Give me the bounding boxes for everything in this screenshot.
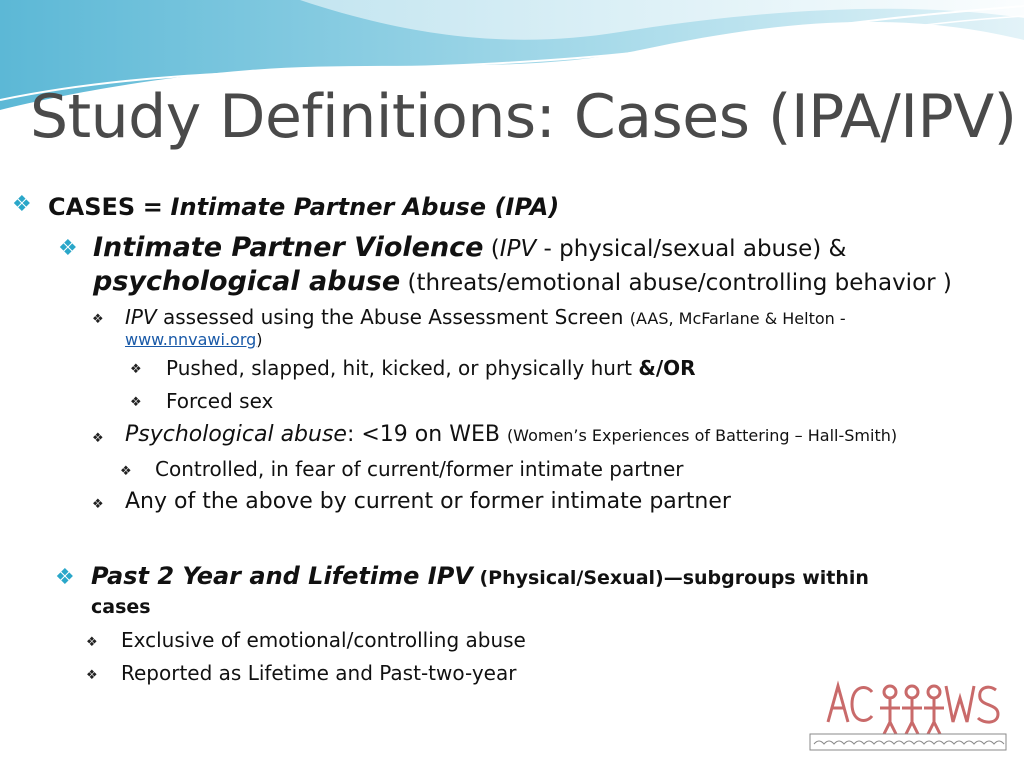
past-line-1 — [91, 562, 869, 590]
web-term: Psychological abuse — [125, 422, 347, 447]
any-line — [125, 489, 731, 514]
aas-item-1 — [166, 356, 696, 380]
small-diamond-cluster-icon: ❖ — [92, 431, 104, 446]
aas-abbr: IPV — [125, 305, 157, 329]
aas-link-line — [125, 330, 263, 349]
past-item-1-text: Exclusive of emotional/controlling abuse — [121, 628, 526, 652]
aas-text: assessed using the Abuse Assessment Screen — [156, 305, 630, 329]
aas-source: (AAS, McFarlane & Helton - — [629, 309, 846, 328]
aas-item-1-bold: &/OR — [638, 356, 696, 380]
small-diamond-cluster-icon: ❖ — [92, 497, 104, 512]
psych-term: psychological abuse — [93, 266, 401, 297]
slide-title: Study Definitions: Cases (IPA/IPV) — [30, 82, 1017, 152]
small-diamond-cluster-icon: ❖ — [120, 464, 132, 479]
diamond-cluster-icon: ❖ — [12, 192, 32, 217]
past-item-2-text: Reported as Lifetime and Past-two-year — [121, 661, 517, 685]
cases-line — [48, 193, 559, 221]
diamond-cluster-icon: ❖ — [55, 565, 75, 590]
past-term: Past 2 Year and Lifetime IPV — [91, 562, 473, 590]
past-desc: (Physical/Sexual)—subgroups within — [472, 567, 869, 589]
small-diamond-cluster-icon: ❖ — [130, 395, 142, 410]
logo-text: ACAWS — [908, 718, 912, 719]
psych-desc: (threats/emotional abuse/controlling behavior ) — [400, 270, 952, 296]
past-item-1 — [121, 628, 526, 652]
past-line-2 — [91, 596, 151, 618]
aas-item-1-text: Pushed, slapped, hit, kicked, or physically hurt — [166, 356, 639, 380]
ipv-term: Intimate Partner Violence — [93, 232, 484, 263]
web-item — [155, 457, 683, 481]
web-line — [125, 422, 897, 447]
web-text: : <19 on WEB — [346, 422, 507, 447]
small-diamond-cluster-icon: ❖ — [130, 362, 142, 377]
aas-item-2-text: Forced sex — [166, 389, 274, 413]
aas-line — [125, 305, 846, 329]
acaws-logo — [808, 678, 1008, 754]
diamond-cluster-icon: ❖ — [58, 236, 78, 261]
ipv-abbr: IPV — [499, 236, 537, 262]
past-desc-2: cases — [91, 596, 151, 618]
small-diamond-cluster-icon: ❖ — [86, 668, 98, 683]
any-text: Any of the above by current or former intimate partner — [125, 489, 731, 514]
cases-eq: = — [142, 193, 163, 221]
cases-definition: Intimate Partner Abuse (IPA) — [170, 193, 560, 221]
aas-close: ) — [256, 330, 263, 349]
past-item-2 — [121, 661, 516, 685]
cases-label: CASES — [48, 193, 136, 221]
ipv-desc: - physical/sexual abuse) & — [536, 236, 847, 262]
nnvawi-link[interactable]: www.nnvawi.org — [125, 330, 257, 349]
ipv-open: ( — [483, 236, 500, 262]
ipv-line-2 — [93, 266, 952, 297]
web-item-text: Controlled, in fear of current/former intimate partner — [155, 457, 684, 481]
small-diamond-cluster-icon: ❖ — [86, 635, 98, 650]
ipv-line-1 — [93, 232, 847, 263]
web-source: (Women’s Experiences of Battering – Hall-Smith) — [506, 426, 898, 445]
aas-item-2 — [166, 389, 273, 413]
small-diamond-cluster-icon: ❖ — [92, 312, 104, 327]
